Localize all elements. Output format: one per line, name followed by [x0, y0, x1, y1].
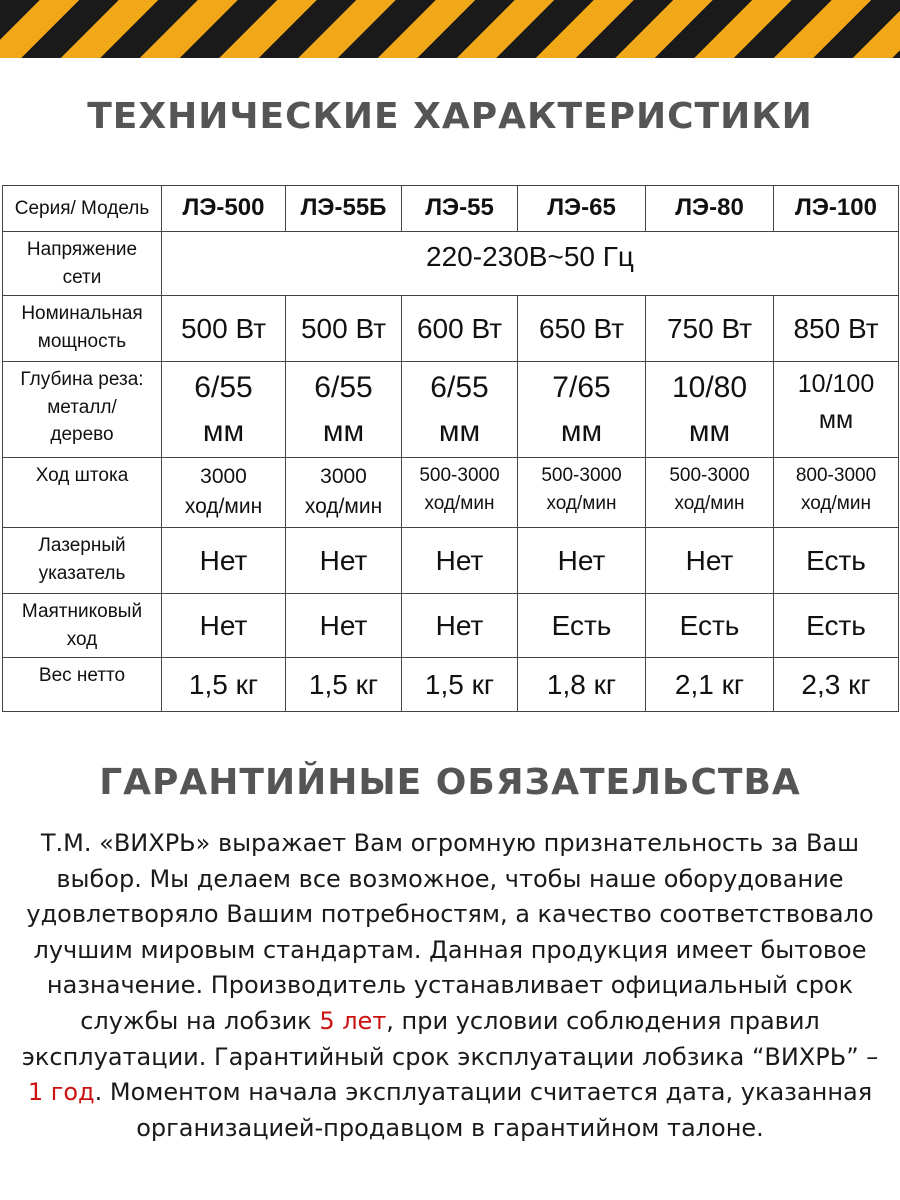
- cut-depth-value: 6/55: [430, 371, 489, 404]
- warranty-paragraph: [16, 826, 884, 1146]
- power-cell: 500 Вт: [162, 296, 286, 362]
- table-row-weight: [3, 658, 899, 712]
- warranty-text-part: Т.М. «ВИХРЬ» выражает Вам огромную признательность за Ваш выбор. Мы делаем все возможное, чтобы наше оборудование удовлетворяло Вашим потребностям, а качество соответствовало лучшим мировым стандартам. Данная продукция имеет бытовое назначение. Производитель устанавливает официальный срок службы на лобзик: [26, 829, 874, 1035]
- laser-label-line: указатель: [38, 562, 126, 584]
- cut-depth-value: 6/55: [314, 371, 373, 404]
- laser-cell: Нет: [518, 528, 646, 594]
- warranty-text-part: . Моментом начала эксплуатации считается дата, указанная организацией-продавцом в гарантийном талоне.: [94, 1078, 873, 1142]
- laser-cell: Есть: [774, 528, 899, 594]
- power-cell: 600 Вт: [402, 296, 518, 362]
- pendulum-label-line: ход: [66, 628, 98, 650]
- voltage-label: [3, 232, 162, 296]
- table-row-header: [3, 186, 899, 232]
- cut-depth-unit: мм: [688, 414, 731, 448]
- power-cell: 750 Вт: [646, 296, 774, 362]
- voltage-label-line: сети: [62, 266, 102, 288]
- table-row-laser: [3, 528, 899, 594]
- laser-label-line: Лазерный: [38, 535, 126, 556]
- stroke-cell: [286, 458, 402, 528]
- cut-depth-unit: мм: [438, 414, 481, 448]
- stroke-value: 3000: [200, 465, 247, 488]
- cut-depth-label-line: Глубина реза:: [20, 369, 144, 390]
- stroke-cell: [402, 458, 518, 528]
- stroke-unit: ход/мин: [304, 495, 383, 519]
- stroke-value: 500-3000: [419, 465, 500, 486]
- stroke-value: 3000: [320, 465, 367, 488]
- stroke-unit: ход/мин: [546, 492, 617, 514]
- pendulum-cell: Нет: [402, 594, 518, 658]
- pendulum-cell: Есть: [774, 594, 899, 658]
- warranty-text-part: , при условии соблюдения правил эксплуатации. Гарантийный срок эксплуатации лобзика “ВИХРЬ” –: [21, 1006, 879, 1071]
- cut-depth-unit: мм: [322, 414, 365, 448]
- laser-cell: Нет: [646, 528, 774, 594]
- table-row-power: [3, 296, 899, 362]
- power-label-line: Номинальная: [21, 303, 143, 324]
- weight-label: Вес нетто: [3, 658, 162, 712]
- cut-depth-unit: мм: [560, 414, 603, 448]
- stroke-unit: ход/мин: [801, 492, 871, 514]
- cut-depth-unit: мм: [202, 414, 245, 448]
- stroke-unit: ход/мин: [674, 492, 745, 514]
- stroke-value: 500-3000: [669, 465, 750, 486]
- power-cell: 500 Вт: [286, 296, 402, 362]
- weight-cell: 1,8 кг: [518, 658, 646, 712]
- power-cell: 850 Вт: [774, 296, 899, 362]
- model-cell: ЛЭ-65: [518, 186, 646, 232]
- model-cell: ЛЭ-500: [162, 186, 286, 232]
- warranty-period-highlight: 1 год: [27, 1078, 95, 1107]
- model-cell: ЛЭ-55Б: [286, 186, 402, 232]
- specs-table: [2, 185, 899, 712]
- cut-depth-label-line: металл/: [47, 396, 117, 418]
- cut-depth-unit: мм: [818, 406, 854, 435]
- voltage-label-line: Напряжение: [26, 239, 138, 260]
- model-cell: ЛЭ-55: [402, 186, 518, 232]
- stroke-value: 800-3000: [795, 465, 877, 486]
- stroke-cell: [774, 458, 899, 528]
- power-label-line: мощность: [37, 330, 127, 352]
- pendulum-cell: Есть: [646, 594, 774, 658]
- laser-cell: Нет: [286, 528, 402, 594]
- cut-depth-value: 10/100: [797, 370, 875, 398]
- cut-depth-label-line: дерево: [50, 424, 114, 446]
- cut-depth-cell: [286, 362, 402, 458]
- warranty-title: ГАРАНТИЙНЫЕ ОБЯЗАТЕЛЬСТВА: [99, 762, 801, 803]
- cut-depth-value: 6/55: [194, 371, 253, 404]
- cut-depth-cell: [646, 362, 774, 458]
- stroke-cell: [162, 458, 286, 528]
- pendulum-label: [3, 594, 162, 658]
- model-cell: ЛЭ-100: [774, 186, 899, 232]
- stroke-value: 500-3000: [541, 465, 622, 486]
- cut-depth-cell: [402, 362, 518, 458]
- pendulum-cell: Нет: [286, 594, 402, 658]
- pendulum-cell: Есть: [518, 594, 646, 658]
- weight-cell: 1,5 кг: [286, 658, 402, 712]
- pendulum-label-line: Маятниковый: [21, 601, 143, 622]
- table-row-cut-depth: [3, 362, 899, 458]
- weight-cell: 2,3 кг: [774, 658, 899, 712]
- power-cell: 650 Вт: [518, 296, 646, 362]
- cut-depth-value: 7/65: [552, 371, 611, 404]
- table-row-pendulum: [3, 594, 899, 658]
- header-label: Серия/ Модель: [3, 186, 162, 232]
- stroke-cell: [518, 458, 646, 528]
- table-row-stroke: [3, 458, 899, 528]
- power-label: [3, 296, 162, 362]
- cut-depth-label: [3, 362, 162, 458]
- stroke-unit: ход/мин: [184, 495, 263, 519]
- hazard-stripe-banner: [0, 0, 900, 58]
- pendulum-cell: Нет: [162, 594, 286, 658]
- cut-depth-cell: [774, 362, 899, 458]
- weight-cell: 1,5 кг: [402, 658, 518, 712]
- cut-depth-cell: [162, 362, 286, 458]
- service-life-highlight: 5 лет: [319, 1006, 387, 1035]
- stroke-unit: ход/мин: [424, 492, 495, 514]
- model-cell: ЛЭ-80: [646, 186, 774, 232]
- stroke-cell: [646, 458, 774, 528]
- laser-cell: Нет: [402, 528, 518, 594]
- laser-label: [3, 528, 162, 594]
- voltage-value: 220-230В~50 Гц: [162, 232, 899, 296]
- weight-cell: 1,5 кг: [162, 658, 286, 712]
- cut-depth-cell: [518, 362, 646, 458]
- cut-depth-value: 10/80: [671, 371, 748, 404]
- laser-cell: Нет: [162, 528, 286, 594]
- weight-cell: 2,1 кг: [646, 658, 774, 712]
- stroke-label: Ход штока: [3, 458, 162, 528]
- specs-title: ТЕХНИЧЕСКИЕ ХАРАКТЕРИСТИКИ: [87, 96, 813, 137]
- table-row-voltage: [3, 232, 899, 296]
